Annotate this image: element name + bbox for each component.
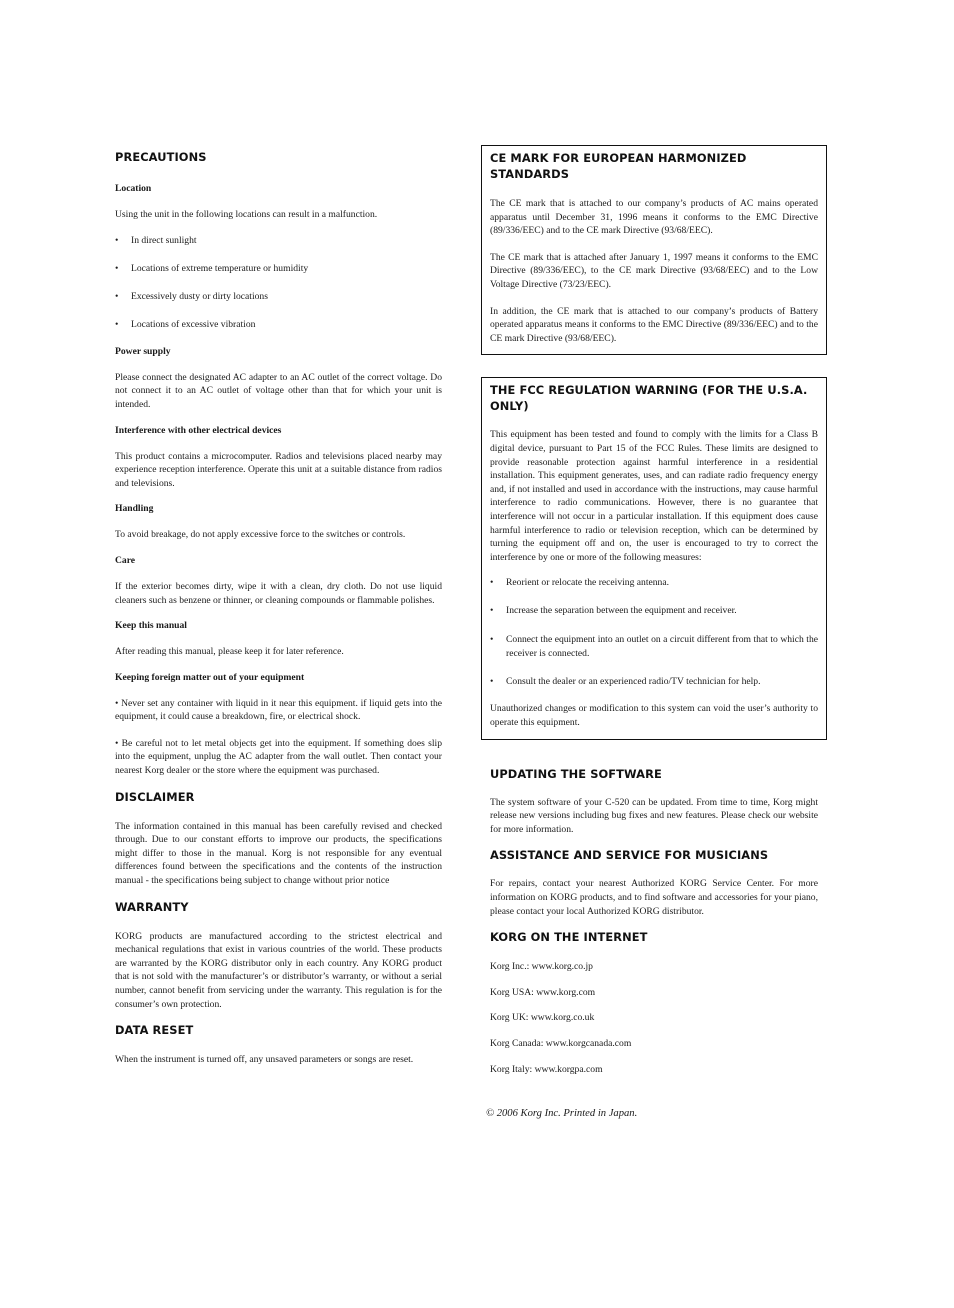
keep-manual-heading: Keep this manual (115, 620, 187, 632)
ce-mark-box (481, 145, 827, 355)
fcc-intro: This equipment has been tested and found to comply with the limits for a Class B digital device, pursuant to Part 15 of the FCC Rules. These limits are designed to provide reasonable protection against harmful interference in a residential installation. This equipment generates, uses, and can radiate radio frequency energy and, if not installed and used in accordance with the instructions, may cause harmful interference to radio communications. However, there is no guarantee that interference will not occur in a particular installation. If this equipment does cause harmful interference to radio or television reception, which can be determined by turning the equipment off and on, the user is encouraged to try to correct the interference by one or more of the following measures: (490, 429, 818, 563)
copyright-notice: © 2006 Korg Inc. Printed in Japan. (486, 1108, 638, 1120)
care-text: If the exterior becomes dirty, wipe it with a clean, dry cloth. Do not use liquid cleaners such as benzene or thinner, or cleaning compounds or flammable polishes. (115, 580, 442, 606)
ce-mark-p1: The CE mark that is attached to our company’s products of AC mains operated apparatus until December 31, 1996 means it conforms to the EMC Directive (89/336/EEC) and to the CE mark Directive (93/68/EEC). (490, 198, 818, 237)
list-item: • Locations of extreme temperature or humidity (115, 262, 442, 276)
disclaimer-title: DISCLAIMER (115, 789, 195, 804)
precautions-title: PRECAUTIONS (115, 150, 207, 164)
foreign-matter-heading: Keeping foreign matter out of your equipment (115, 671, 305, 683)
link-korg-usa[interactable]: Korg USA: www.korg.com (490, 986, 596, 998)
handling-heading: Handling (115, 503, 154, 515)
data-reset-title: DATA RESET (115, 1023, 194, 1038)
list-item: • Excessively dusty or dirty locations (115, 290, 442, 304)
disclaimer-text: The information contained in this manual has been carefully revised and checked through. Due to our constant efforts to improve our products, the specifications might differ to those in the manual. Korg is not responsible for any eventual differences found between the specifications and the contents of the instruction manual - the specifications being subject to change without prior notice (115, 820, 442, 887)
list-item: • Increase the separation between the equipment and receiver. (490, 604, 818, 618)
list-item: • Connect the equipment into an outlet on a circuit different from that to which the receiver is connected. (490, 633, 818, 662)
link-korg-italy[interactable]: Korg Italy: www.korgpa.com (490, 1063, 603, 1075)
list-item: • In direct sunlight (115, 234, 442, 248)
updating-title: UPDATING THE SOFTWARE (490, 766, 662, 781)
handling-text: To avoid breakage, do not apply excessive force to the switches or controls. (115, 529, 406, 541)
link-korg-inc[interactable]: Korg Inc.: www.korg.co.jp (490, 961, 593, 973)
location-intro: Using the unit in the following locations can result in a malfunction. (115, 209, 378, 220)
fcc-title: THE FCC REGULATION WARNING (FOR THE U.S.A. ONLY) (490, 383, 808, 414)
link-korg-canada[interactable]: Korg Canada: www.korgcanada.com (490, 1037, 632, 1049)
ce-mark-p2: The CE mark that is attached after January 1, 1997 means it conforms to the EMC Directive (89/336/EEC), to the CE mark Directive (93/68/EEC) and to the Low Voltage Directive (73/23/EEC). (490, 251, 818, 290)
keep-manual-text: After reading this manual, please keep it for later reference. (115, 646, 344, 658)
internet-title: KORG ON THE INTERNET (490, 930, 648, 945)
location-list (115, 234, 442, 332)
updating-section (481, 766, 827, 1077)
ce-mark-title: CE MARK FOR EUROPEAN HARMONIZED STANDARDS (490, 151, 747, 181)
interference-heading: Interference with other electrical devices (115, 424, 282, 436)
assistance-title: ASSISTANCE AND SERVICE FOR MUSICIANS (490, 848, 769, 863)
foreign-matter-text-1: • Never set any container with liquid in it near this equipment. if liquid gets into the equipment, it could cause a breakdown, fire, or electrical shock. (115, 697, 442, 723)
power-heading: Power supply (115, 345, 171, 357)
data-reset-text: When the instrument is turned off, any unsaved parameters or songs are reset. (115, 1054, 414, 1066)
care-heading: Care (115, 554, 136, 566)
ce-mark-p3: In addition, the CE mark that is attached to our company’s products of Battery operated apparatus means it conforms to the EMC Directive (89/336/EEC) and to the CE mark Directive (93/68/EEC). (490, 305, 818, 344)
left-column (115, 148, 442, 1067)
right-column (481, 145, 827, 1119)
list-item: • Consult the dealer or an experienced radio/TV technician for help. (490, 675, 818, 689)
link-korg-uk[interactable]: Korg UK: www.korg.co.uk (490, 1012, 595, 1024)
fcc-measures-list (490, 576, 818, 688)
location-heading: Location (115, 183, 152, 194)
fcc-outro: Unauthorized changes or modification to this system can void the user’s authority to operate this equipment. (490, 703, 818, 729)
updating-text: The system software of your C-520 can be updated. From time to time, Korg might release new versions including bug fixes and new features. Please check our website for more information. (490, 796, 818, 835)
fcc-box (481, 377, 827, 739)
assistance-text: For repairs, contact your nearest Authorized KORG Service Center. For more information on KORG products, and to find software and accessories for your piano, please contact your local Authorized KORG distributor. (490, 878, 818, 917)
power-text: Please connect the designated AC adapter to an AC outlet of the correct voltage. Do not connect it to an AC outlet of voltage other than that for which your unit is intended. (115, 371, 442, 410)
warranty-title: WARRANTY (115, 899, 189, 914)
interference-text: This product contains a microcomputer. Radios and televisions placed nearby may experience reception interference. Operate this unit at a suitable distance from radios and televisions. (115, 450, 442, 489)
foreign-matter-text-2: • Be careful not to let metal objects get into the equipment. If something does slip into the equipment, unplug the AC adapter from the wall outlet. Then contact your nearest Korg dealer or the store where the equipment was purchased. (115, 737, 442, 777)
list-item: • Reorient or relocate the receiving antenna. (490, 576, 818, 590)
list-item: • Locations of excessive vibration (115, 318, 442, 332)
warranty-text: KORG products are manufactured according to the strictest electrical and mechanical regulations that exist in various countries of the world. These products are warranted by the KORG distributor only in each country. Any KORG product that is not sold with the manufacturer’s or distributor’s warranty, or without a serial number, cannot benefit from servicing under the warranty. This regulation is for the consumer’s own protection. (115, 930, 442, 1010)
